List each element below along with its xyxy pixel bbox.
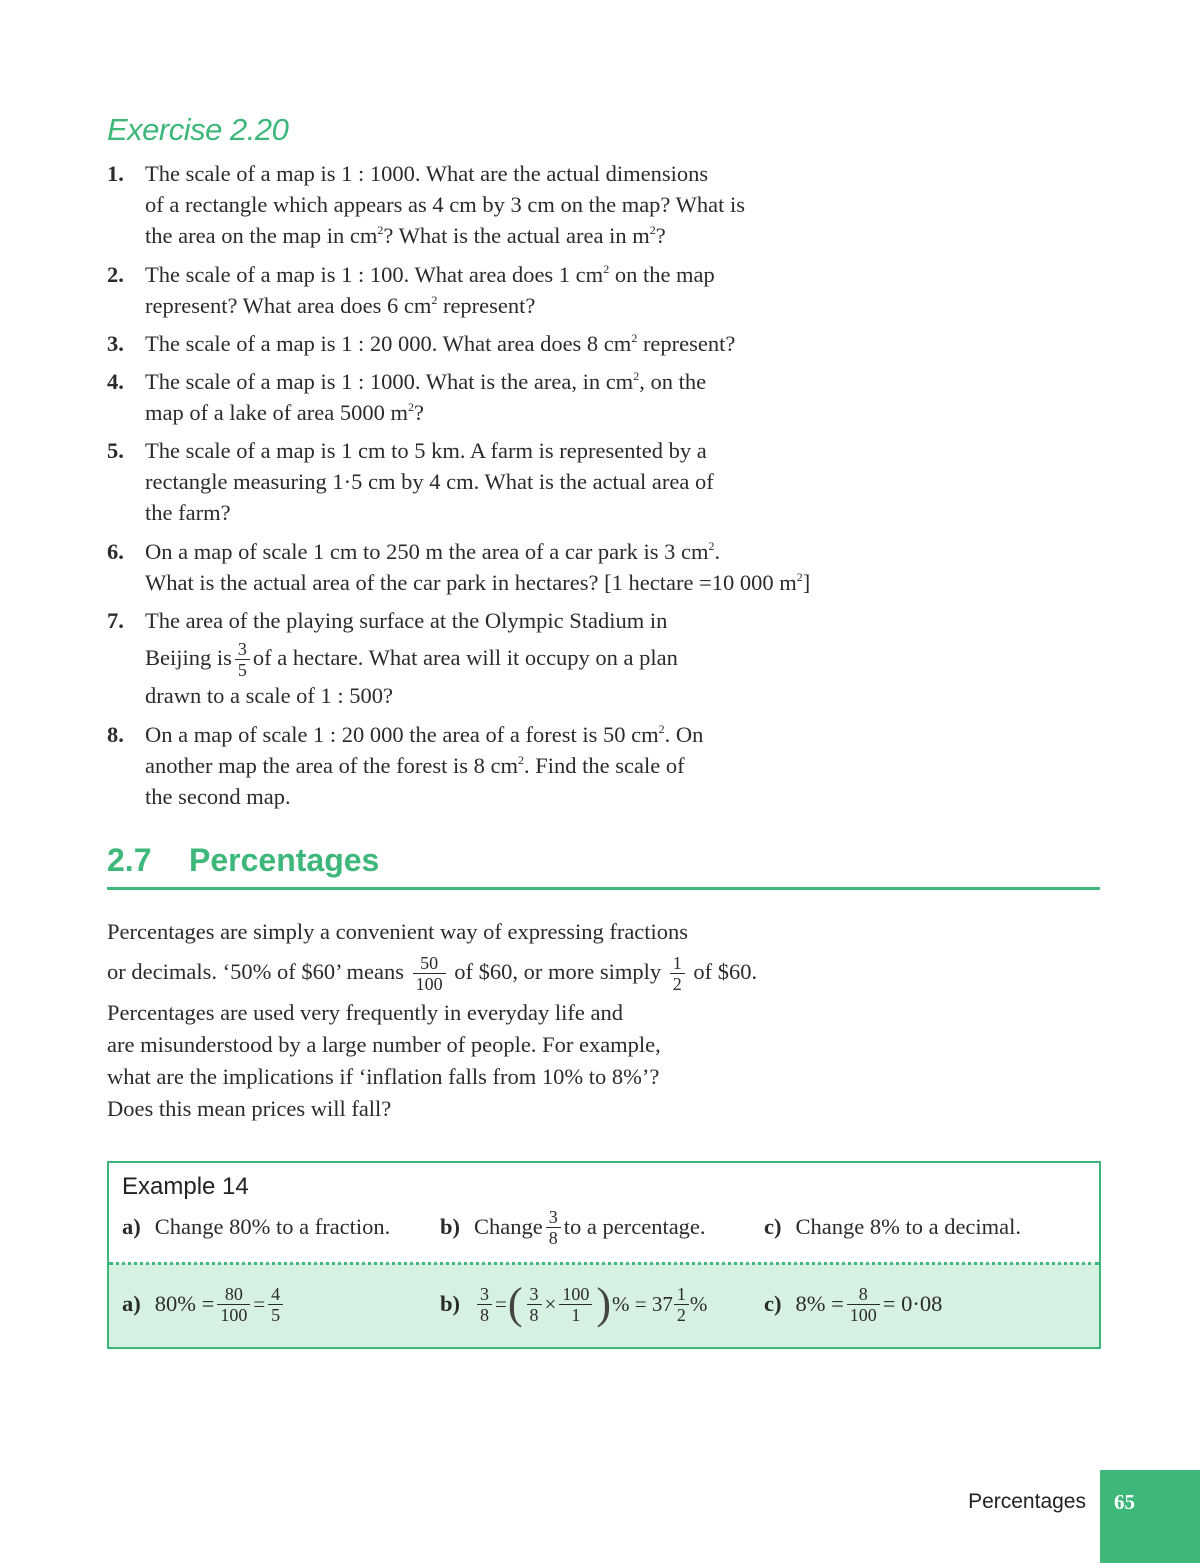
question-text: The scale of a map is 1 cm to 5 km. A farm is represented by a <box>145 438 707 463</box>
footer-chapter-label: Percentages <box>968 1490 1086 1513</box>
section-heading <box>107 842 379 879</box>
question-2 <box>107 259 887 321</box>
fraction: $\frac{1}{2}$ <box>674 1284 689 1325</box>
question-number: 7. <box>107 608 124 633</box>
question-text: another map the area of the forest is 8 $cm^2$. Find the scale of <box>145 753 685 778</box>
fraction: $\frac{8}{100}$ <box>847 1284 880 1325</box>
question-text: The scale of a map is 1 : 100. What area does 1 $cm^2$ on the map <box>145 262 715 287</box>
question-7 <box>107 605 887 711</box>
question-text: The scale of a map is 1 : 20 000. What area does 8 $cm^2$ represent? <box>145 331 736 356</box>
example-answer-c: c) 8% = $\frac{8}{100}$ = 0·08 <box>764 1283 943 1325</box>
example-divider <box>109 1262 1099 1265</box>
question-4 <box>107 366 887 428</box>
question-number: 4. <box>107 369 124 394</box>
question-8 <box>107 719 887 812</box>
fraction: $\frac{3}{8}$ <box>477 1284 492 1325</box>
fraction: $\frac{4}{5}$ <box>268 1284 283 1325</box>
question-6 <box>107 536 887 598</box>
question-text: represent? What area does 6 $cm^2$ represent? <box>145 293 536 318</box>
intro-line: or decimals. ‘50% of $60’ means $\frac{50}{100}$ of $60, or more simply $\frac{1}{2}$ of $60. <box>107 953 758 995</box>
example-answer-a: a) 80% = $\frac{80}{100}$ = $\frac{4}{5}$ <box>122 1279 286 1329</box>
question-text: On a map of scale 1 : 20 000 the area of a forest is 50 $cm^2$. On <box>145 722 704 747</box>
example-box <box>107 1161 1101 1349</box>
fraction: $\frac{80}{100}$ <box>217 1284 250 1325</box>
right-paren: ) <box>596 1279 612 1328</box>
example-title: Example 14 <box>122 1173 249 1200</box>
question-number: 1. <box>107 161 124 186</box>
question-number: 6. <box>107 539 124 564</box>
fraction: $\frac{100}{1}$ <box>559 1284 592 1325</box>
left-paren: ( <box>507 1279 523 1328</box>
fraction: $\frac{3}{5}$ <box>235 639 250 680</box>
intro-line: Does this mean prices will fall? <box>107 1096 392 1121</box>
question-3 <box>107 328 887 359</box>
question-text: Beijing is $\frac{3}{5}$ of a hectare. What area will it occupy on a plan <box>145 639 678 681</box>
question-text: The scale of a map is 1 : 1000. What are the actual dimensions <box>145 161 709 186</box>
question-text: rectangle measuring 1·5 cm by 4 cm. What is the actual area of <box>145 469 714 494</box>
intro-line: Percentages are used very frequently in everyday life and <box>107 1000 624 1025</box>
question-text: the area on the map in $cm^2$? What is the actual area in $m^2$? <box>145 223 666 248</box>
question-text: The scale of a map is 1 : 1000. What is the area, in $cm^2$, on the <box>145 369 707 394</box>
page-number: 65 <box>1114 1490 1135 1514</box>
intro-line: are misunderstood by a large number of people. For example, <box>107 1032 661 1057</box>
question-text: What is the actual area of the car park in hectares? [1 hectare =10 000 $m^2$] <box>145 570 811 595</box>
question-text: The area of the playing surface at the Olympic Stadium in <box>145 608 668 633</box>
section-number: 2.7 <box>107 842 152 878</box>
question-number: 3. <box>107 331 124 356</box>
exercise-title: Exercise 2.20 <box>107 112 289 147</box>
question-number: 2. <box>107 262 124 287</box>
question-number: 8. <box>107 722 124 747</box>
example-question-a: a) Change 80% to a fraction. <box>122 1214 391 1239</box>
question-text: On a map of scale 1 cm to 250 m the area of a car park is 3 $cm^2$. <box>145 539 721 564</box>
section-title: Percentages <box>189 842 380 878</box>
section-rule <box>107 887 1100 890</box>
example-answer-b: b) $\frac{3}{8}$ = ( $\frac{3}{8}$ × $\frac{100}{1}$ ) % = 37 $\frac{1}{2}$ % <box>440 1279 708 1328</box>
question-number: 5. <box>107 438 124 463</box>
question-text: the second map. <box>145 784 291 809</box>
question-text: drawn to a scale of 1 : 500? <box>145 683 394 709</box>
intro-line: Percentages are simply a convenient way of expressing fractions <box>107 919 689 944</box>
question-text: map of a lake of area 5000 $m^2$? <box>145 400 425 425</box>
question-text: of a rectangle which appears as 4 cm by 3 cm on the map? What is <box>145 192 745 217</box>
intro-line: what are the implications if ‘inflation falls from 10% to 8%’? <box>107 1064 660 1089</box>
page-number-tab <box>1100 1470 1200 1563</box>
fraction: $\frac{1}{2}$ <box>670 953 685 994</box>
fraction: $\frac{3}{8}$ <box>527 1284 542 1325</box>
fraction: $\frac{50}{100}$ <box>413 953 446 994</box>
question-5 <box>107 435 887 528</box>
question-1 <box>107 158 887 251</box>
fraction: $\frac{3}{8}$ <box>546 1207 561 1248</box>
example-question-c: c) Change 8% to a decimal. <box>764 1214 1022 1239</box>
question-text: the farm? <box>145 500 231 525</box>
example-question-b: b) Change $\frac{3}{8}$ to a percentage. <box>440 1206 706 1248</box>
